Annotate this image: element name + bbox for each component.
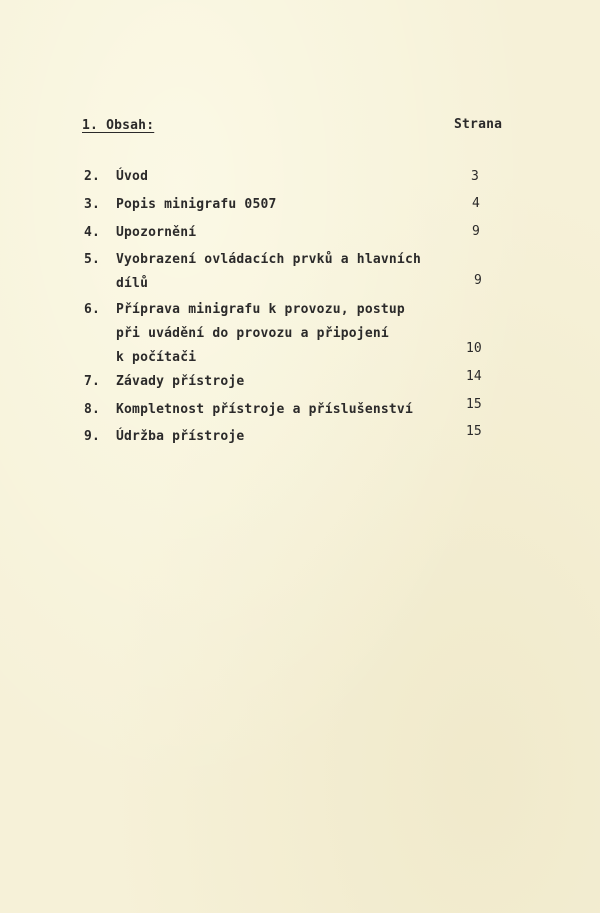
toc-entry-title [116, 398, 456, 422]
toc-entry-number: 9. [84, 429, 101, 444]
toc-entry-page: 3 [471, 169, 479, 184]
toc-entry-line: Příprava minigrafu k provozu, postup [116, 302, 405, 317]
toc-entry-number: 5. [84, 252, 101, 267]
toc-entry-number: 2. [84, 169, 101, 184]
toc-entry-number: 7. [84, 374, 101, 389]
toc-entry-page: 15 [466, 397, 482, 412]
toc-entry-title [116, 193, 456, 217]
toc-entry-line: Údržba přístroje [116, 429, 245, 444]
toc-entry-title [116, 221, 456, 245]
toc-entry-line: Popis minigrafu 0507 [116, 197, 277, 212]
toc-entry-title [116, 165, 456, 189]
contents-heading: 1. Obsah: [82, 118, 155, 133]
toc-entry-page: 14 [466, 369, 482, 384]
page-column-label: Strana [454, 117, 503, 132]
toc-entry-line: Úvod [116, 169, 149, 184]
toc-entry-number: 4. [84, 225, 101, 240]
toc-entry-number: 8. [84, 402, 101, 417]
toc-entry-page: 10 [466, 341, 482, 356]
toc-entry-page: 9 [474, 273, 482, 288]
toc-entry-line: Závady přístroje [116, 374, 245, 389]
toc-entry-line: při uvádění do provozu a připojení [116, 326, 389, 341]
toc-entry-title [116, 248, 456, 296]
toc-entry-page: 15 [466, 424, 482, 439]
toc-entry-number: 6. [84, 302, 101, 317]
toc-entry-line: Vyobrazení ovládacích prvků a hlavních [116, 252, 422, 267]
toc-entry-title [116, 370, 456, 394]
toc-entry-number: 3. [84, 197, 101, 212]
toc-entry-line: Kompletnost přístroje a příslušenství [116, 402, 413, 417]
toc-entry-line: Upozornění [116, 225, 197, 240]
toc-entry-title [116, 425, 456, 449]
toc-entry-page: 4 [472, 196, 480, 211]
toc-entry-line: dílů [116, 276, 149, 291]
toc-entry-page: 9 [472, 224, 480, 239]
toc-entry-line: k počítači [116, 350, 197, 365]
toc-entry-title [116, 298, 456, 370]
